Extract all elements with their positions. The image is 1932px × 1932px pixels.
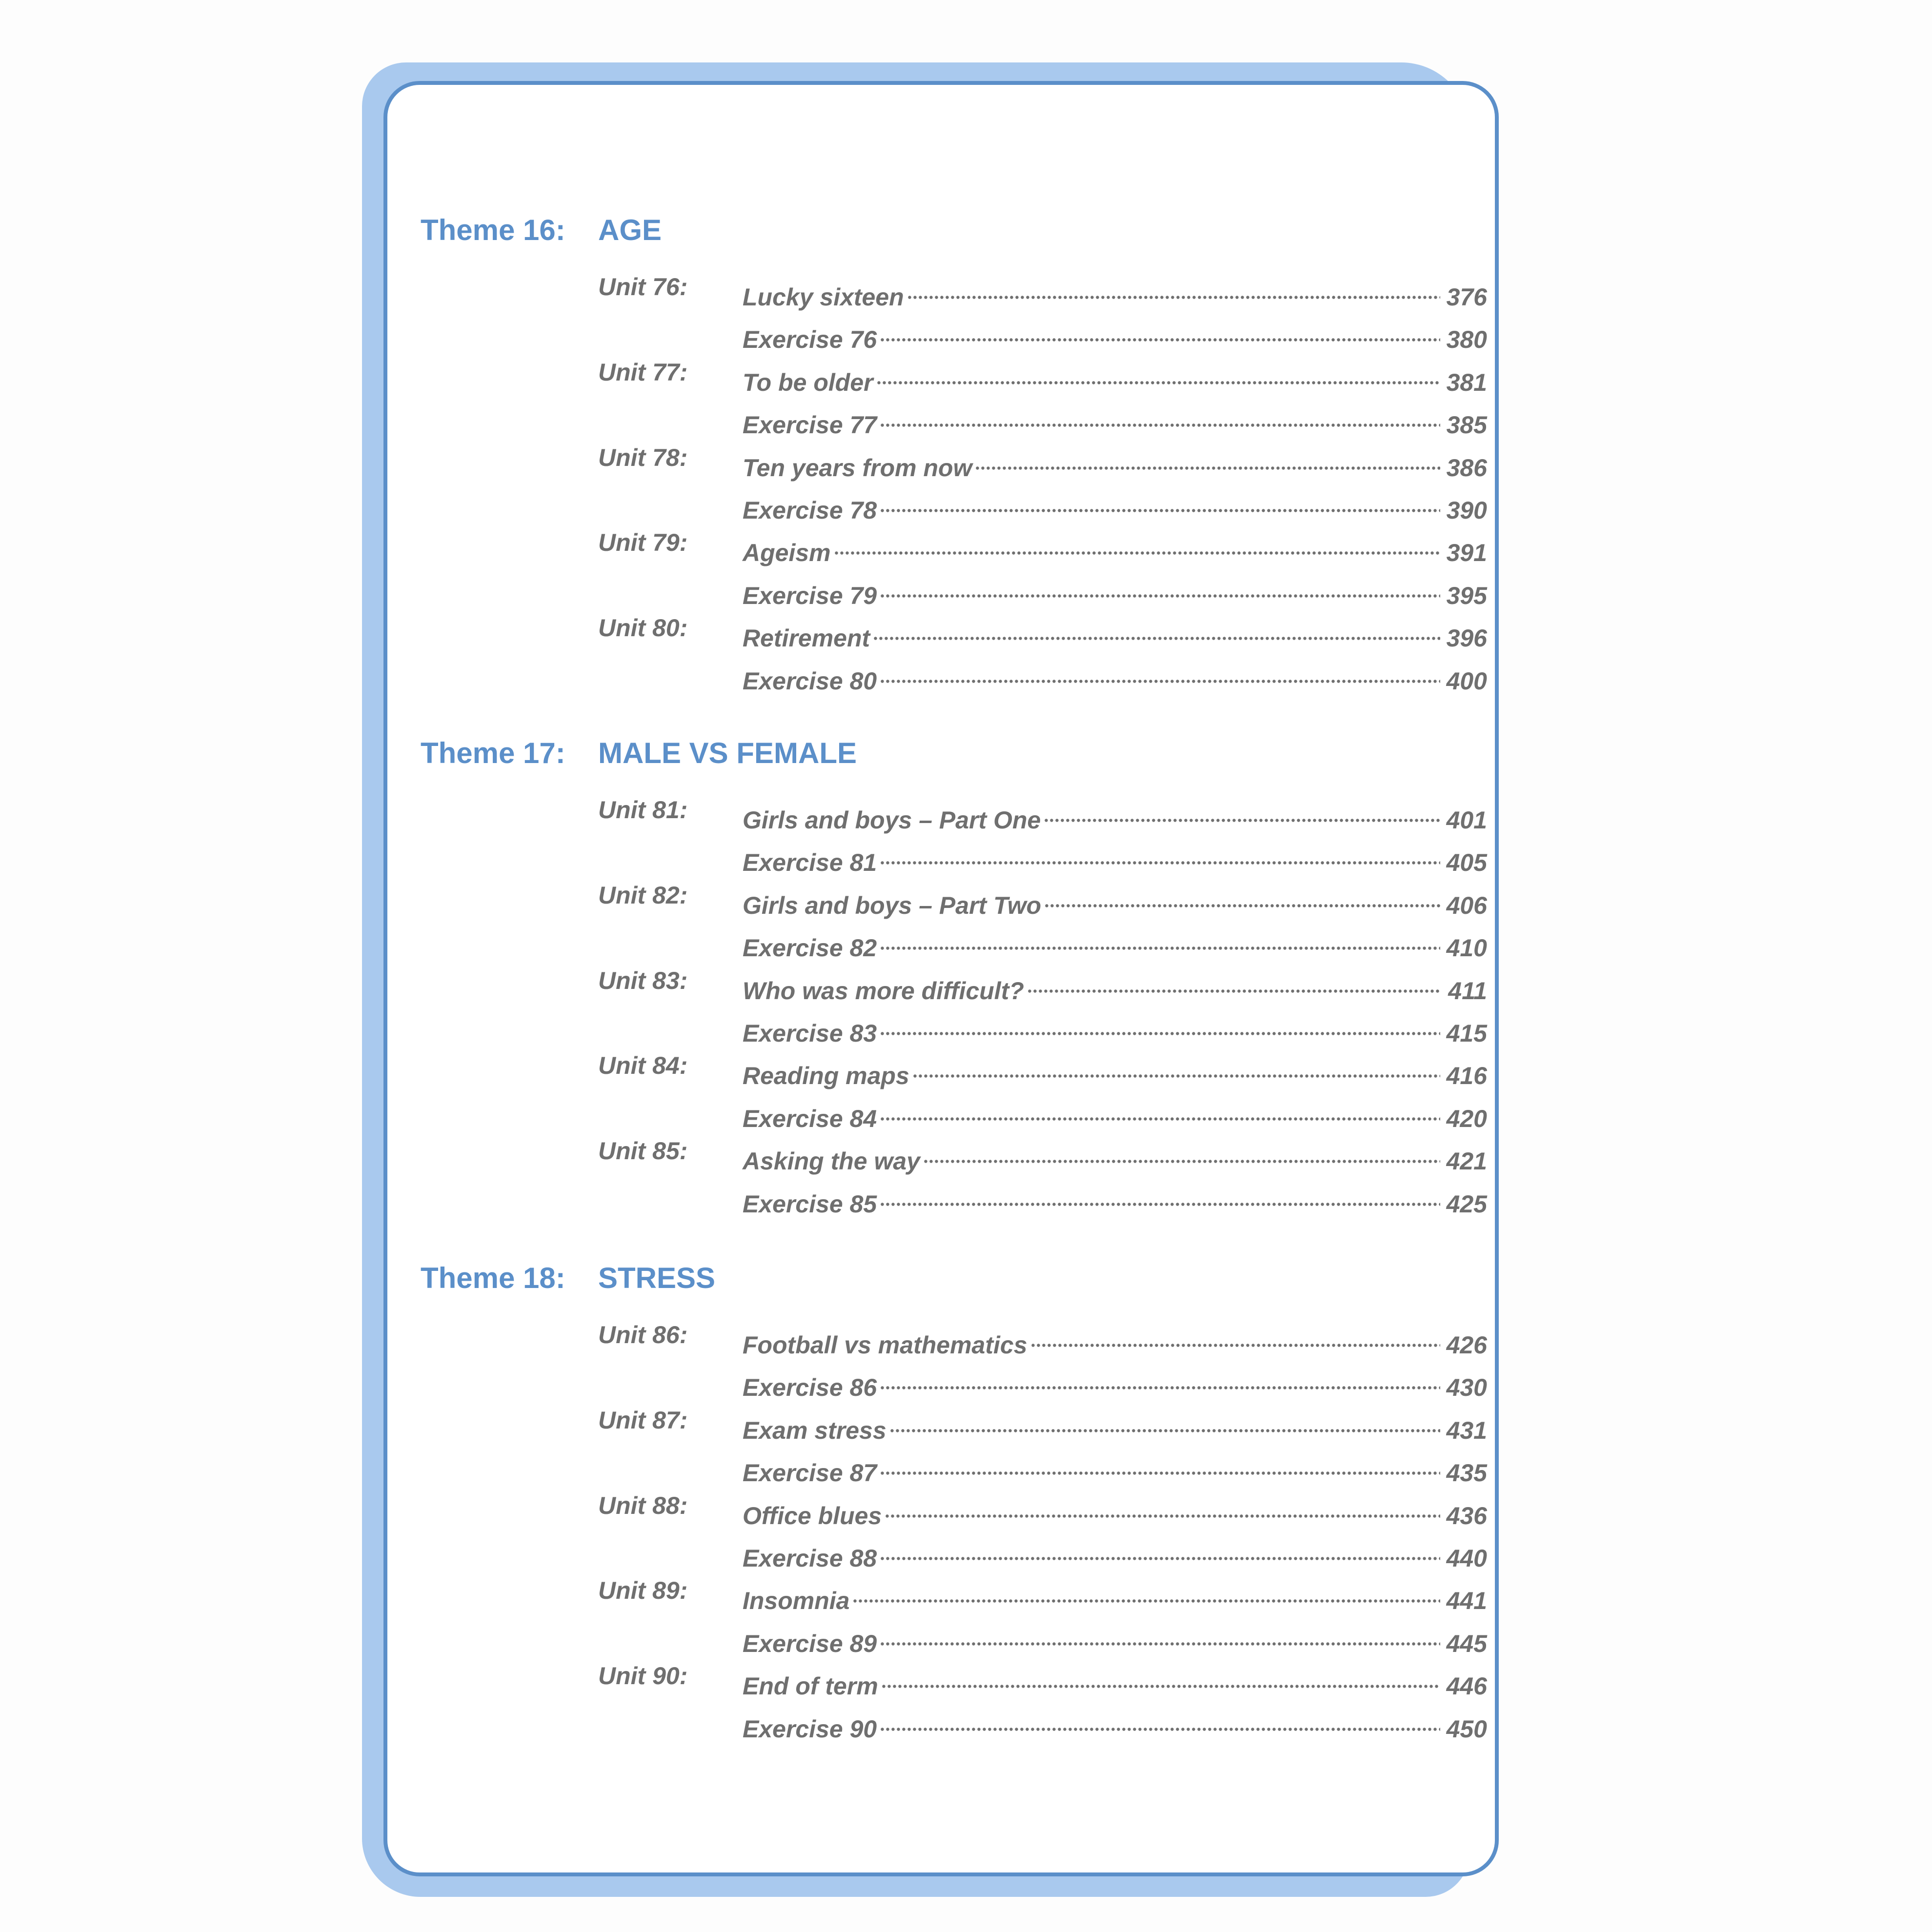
- theme-title: STRESS: [598, 1262, 716, 1294]
- dot-leader: [880, 396, 1440, 433]
- toc-entry[interactable]: [743, 396, 1487, 443]
- page-number: 431: [1446, 1416, 1487, 1444]
- entry-title: Exercise 77: [743, 411, 877, 439]
- dot-leader: [880, 1700, 1440, 1737]
- dot-leader: [873, 609, 1440, 646]
- entry-title: To be older: [743, 368, 873, 396]
- exercise-row[interactable]: [0, 1175, 1932, 1218]
- unit-row[interactable]: [0, 962, 1932, 1005]
- page-number: 406: [1446, 891, 1487, 919]
- dot-leader: [907, 268, 1440, 305]
- dot-leader: [880, 1175, 1440, 1212]
- theme-number: Theme 16:: [421, 214, 565, 246]
- unit-label: Unit 82:: [598, 881, 688, 909]
- page-number: 416: [1446, 1062, 1487, 1090]
- dot-leader: [880, 919, 1440, 956]
- entry-title: Exercise 82: [743, 934, 877, 962]
- dot-leader: [880, 311, 1440, 348]
- page-number: 386: [1446, 454, 1487, 482]
- theme-heading: [0, 1259, 1932, 1298]
- unit-label: Unit 79:: [598, 529, 688, 557]
- toc-entry[interactable]: [743, 268, 1487, 316]
- page-number: 391: [1446, 539, 1487, 567]
- page-number: 401: [1446, 806, 1487, 834]
- toc-entry[interactable]: [743, 652, 1487, 700]
- dot-leader: [1044, 877, 1440, 914]
- page-number: 376: [1446, 283, 1487, 311]
- unit-row[interactable]: [0, 1487, 1932, 1530]
- unit-label: Unit 85:: [598, 1137, 688, 1165]
- dot-leader: [1027, 962, 1440, 999]
- exercise-row[interactable]: [0, 652, 1932, 695]
- toc-entry[interactable]: [743, 1444, 1487, 1491]
- unit-label: Unit 80:: [598, 614, 688, 642]
- entry-title: Exercise 88: [743, 1545, 877, 1572]
- toc-entry[interactable]: [743, 919, 1487, 966]
- entry-title: Exercise 78: [743, 497, 877, 524]
- unit-row[interactable]: [0, 1572, 1932, 1615]
- unit-label: Unit 76:: [598, 273, 688, 301]
- unit-label: Unit 84:: [598, 1052, 688, 1080]
- entry-title: Lucky sixteen: [743, 283, 904, 311]
- unit-row[interactable]: [0, 524, 1932, 567]
- entry-title: Exercise 81: [743, 849, 877, 877]
- exercise-row[interactable]: [0, 1444, 1932, 1487]
- page-number: 445: [1446, 1630, 1487, 1657]
- toc-entry[interactable]: [743, 439, 1487, 486]
- theme-heading: [0, 211, 1932, 250]
- toc-entry[interactable]: [743, 609, 1487, 657]
- entry-title: Exercise 85: [743, 1190, 877, 1218]
- entry-title: Ten years from now: [743, 454, 972, 482]
- toc-entry[interactable]: [743, 1090, 1487, 1137]
- toc-entry[interactable]: [743, 1530, 1487, 1577]
- exercise-row[interactable]: [0, 396, 1932, 439]
- theme-number: Theme 18:: [421, 1262, 565, 1294]
- unit-label: Unit 83:: [598, 966, 688, 994]
- dot-leader: [834, 524, 1440, 561]
- exercise-row[interactable]: [0, 1615, 1932, 1657]
- entry-title: Reading maps: [743, 1062, 909, 1090]
- unit-row[interactable]: [0, 877, 1932, 919]
- unit-row[interactable]: [0, 1316, 1932, 1359]
- dot-leader: [881, 1657, 1440, 1694]
- exercise-row[interactable]: [0, 1090, 1932, 1132]
- entry-title: Asking the way: [743, 1147, 920, 1175]
- page-number: 430: [1446, 1374, 1487, 1402]
- exercise-row[interactable]: [0, 834, 1932, 877]
- page-number: 411: [1448, 977, 1487, 1005]
- page-number: 381: [1446, 368, 1487, 396]
- unit-row[interactable]: [0, 609, 1932, 652]
- entry-title: Exercise 80: [743, 667, 877, 695]
- unit-label: Unit 87:: [598, 1406, 688, 1434]
- unit-label: Unit 90:: [598, 1662, 688, 1690]
- toc-entry[interactable]: [743, 1132, 1487, 1180]
- unit-row[interactable]: [0, 1132, 1932, 1175]
- page-number: 425: [1446, 1190, 1487, 1218]
- dot-leader: [885, 1487, 1440, 1524]
- page-number: 400: [1446, 667, 1487, 695]
- exercise-row[interactable]: [0, 919, 1932, 962]
- toc-entry[interactable]: [743, 1175, 1487, 1223]
- entry-title: Retirement: [743, 624, 870, 652]
- unit-row[interactable]: [0, 1657, 1932, 1700]
- entry-title: Football vs mathematics: [743, 1331, 1027, 1359]
- unit-label: Unit 78:: [598, 443, 688, 471]
- entry-title: Girls and boys – Part Two: [743, 891, 1042, 919]
- page-number: 421: [1446, 1147, 1487, 1175]
- exercise-row[interactable]: [0, 1700, 1932, 1743]
- dot-leader: [880, 1444, 1440, 1481]
- unit-row[interactable]: [0, 268, 1932, 311]
- toc-entry[interactable]: [743, 482, 1487, 529]
- toc-entry[interactable]: [743, 311, 1487, 358]
- entry-title: Exercise 90: [743, 1715, 877, 1743]
- unit-row[interactable]: [0, 1047, 1932, 1090]
- dot-leader: [852, 1572, 1440, 1609]
- unit-label: Unit 86:: [598, 1321, 688, 1348]
- dot-leader: [880, 652, 1440, 689]
- entry-title: Insomnia: [743, 1587, 850, 1615]
- toc-entry[interactable]: [743, 791, 1487, 839]
- entry-title: Exercise 84: [743, 1105, 877, 1132]
- dot-leader: [880, 482, 1440, 519]
- exercise-row[interactable]: [0, 1359, 1932, 1402]
- page-number: 380: [1446, 326, 1487, 354]
- toc-entry[interactable]: [743, 1700, 1487, 1748]
- page-number: 450: [1446, 1715, 1487, 1743]
- entry-title: Exercise 87: [743, 1459, 877, 1487]
- unit-row[interactable]: [0, 354, 1932, 396]
- unit-label: Unit 89:: [598, 1577, 688, 1605]
- toc-entry[interactable]: [743, 1005, 1487, 1052]
- entry-title: Exercise 89: [743, 1630, 877, 1657]
- toc-entry[interactable]: [743, 354, 1487, 401]
- unit-label: Unit 77:: [598, 358, 688, 386]
- dot-leader: [1030, 1316, 1441, 1353]
- toc-entry[interactable]: [743, 1572, 1487, 1619]
- theme-title: MALE VS FEMALE: [598, 737, 857, 769]
- toc-entry[interactable]: [743, 962, 1487, 1009]
- dot-leader: [889, 1402, 1440, 1439]
- dot-leader: [876, 354, 1440, 391]
- dot-leader: [1044, 791, 1440, 828]
- unit-label: Unit 81:: [598, 796, 688, 824]
- exercise-row[interactable]: [0, 311, 1932, 354]
- toc-entry[interactable]: [743, 1359, 1487, 1406]
- exercise-row[interactable]: [0, 482, 1932, 524]
- entry-title: Ageism: [743, 539, 831, 567]
- dot-leader: [880, 1359, 1440, 1396]
- entry-title: Exam stress: [743, 1416, 886, 1444]
- dot-leader: [880, 1615, 1440, 1652]
- page-number: 420: [1446, 1105, 1487, 1132]
- page-number: 405: [1446, 849, 1487, 877]
- entry-title: Exercise 83: [743, 1020, 877, 1047]
- page-number: 440: [1446, 1545, 1487, 1572]
- entry-title: Exercise 76: [743, 326, 877, 354]
- theme-title: AGE: [598, 214, 662, 246]
- page-number: 436: [1446, 1502, 1487, 1530]
- unit-row[interactable]: [0, 1402, 1932, 1444]
- dot-leader: [880, 567, 1440, 604]
- unit-row[interactable]: [0, 439, 1932, 482]
- entry-title: Girls and boys – Part One: [743, 806, 1041, 834]
- exercise-row[interactable]: [0, 1530, 1932, 1572]
- exercise-row[interactable]: [0, 567, 1932, 609]
- page-number: 395: [1446, 582, 1487, 609]
- toc-entry[interactable]: [743, 1487, 1487, 1534]
- entry-title: End of term: [743, 1672, 878, 1700]
- toc-entry[interactable]: [743, 1657, 1487, 1705]
- dot-leader: [975, 439, 1440, 476]
- toc-entry[interactable]: [743, 1615, 1487, 1662]
- dot-leader: [880, 1005, 1440, 1042]
- dot-leader: [923, 1132, 1440, 1169]
- unit-label: Unit 88:: [598, 1491, 688, 1519]
- toc-entry[interactable]: [743, 567, 1487, 614]
- page-number: 426: [1446, 1331, 1487, 1359]
- page-number: 435: [1446, 1459, 1487, 1487]
- dot-leader: [880, 1090, 1440, 1127]
- dot-leader: [880, 1530, 1440, 1567]
- page-number: 410: [1446, 934, 1487, 962]
- page-number: 385: [1446, 411, 1487, 439]
- page-number: 446: [1446, 1672, 1487, 1700]
- toc-entry[interactable]: [743, 1316, 1487, 1364]
- toc-entry[interactable]: [743, 877, 1487, 924]
- toc-entry[interactable]: [743, 834, 1487, 881]
- toc-entry[interactable]: [743, 1047, 1487, 1094]
- theme-number: Theme 17:: [421, 737, 565, 769]
- page-number: 390: [1446, 497, 1487, 524]
- dot-leader: [912, 1047, 1440, 1084]
- entry-title: Office blues: [743, 1502, 882, 1530]
- toc-entry[interactable]: [743, 524, 1487, 571]
- toc-entry[interactable]: [743, 1402, 1487, 1449]
- page-number: 396: [1446, 624, 1487, 652]
- exercise-row[interactable]: [0, 1005, 1932, 1047]
- page-number: 415: [1446, 1020, 1487, 1047]
- theme-heading: [0, 734, 1932, 773]
- page-number: 441: [1446, 1587, 1487, 1615]
- unit-row[interactable]: [0, 791, 1932, 834]
- entry-title: Exercise 86: [743, 1374, 877, 1402]
- entry-title: Who was more difficult?: [743, 977, 1024, 1005]
- entry-title: Exercise 79: [743, 582, 877, 609]
- dot-leader: [880, 834, 1440, 871]
